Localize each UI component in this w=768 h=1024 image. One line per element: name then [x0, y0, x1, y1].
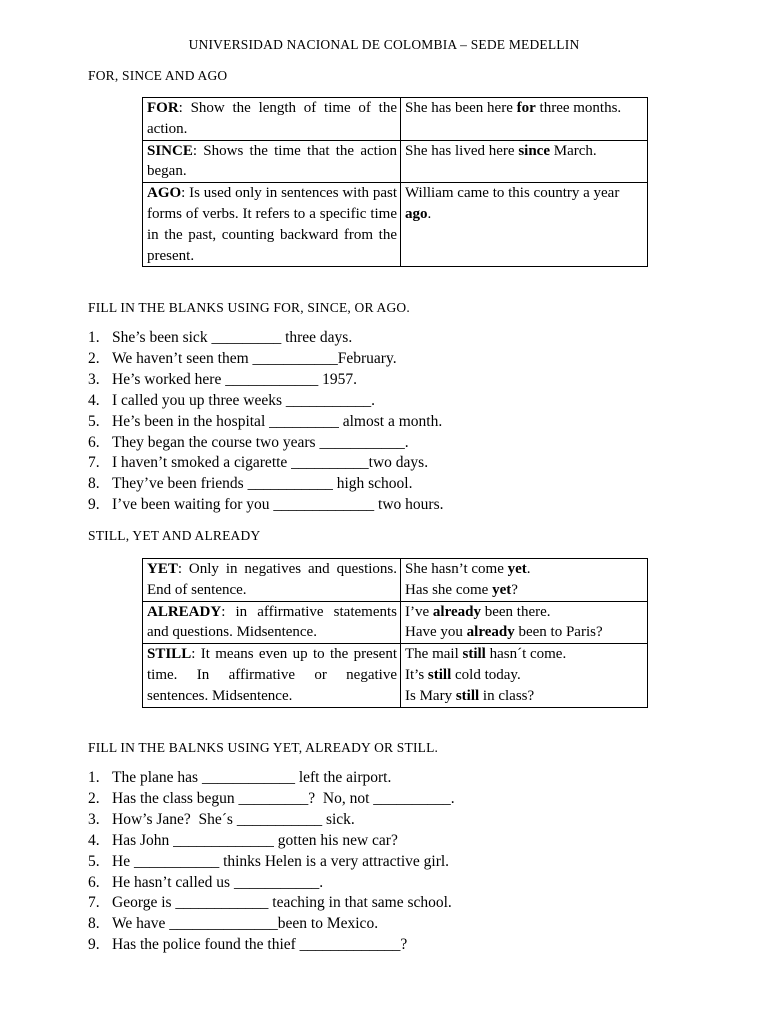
- example-cell: The mail still hasn´t come. It’s still cold today. Is Mary still in class?: [401, 644, 648, 707]
- definition-cell: AGO: Is used only in sentences with past forms of verbs. It refers to a specific time in the past, counting backward from the present.: [143, 183, 401, 267]
- list-item: 6. He hasn’t called us ___________.: [88, 873, 324, 891]
- list-item: 6. They began the course two years ___________.: [88, 433, 409, 451]
- list-item: 3. He’s worked here ____________ 1957.: [88, 370, 357, 388]
- table-row: [143, 98, 648, 141]
- list-item: 2. Has the class begun _________? No, not __________.: [88, 789, 455, 807]
- for-since-ago-table: [142, 97, 648, 267]
- definition-cell: YET: Only in negatives and questions. End of sentence.: [143, 559, 401, 602]
- example-cell: She has lived here since March.: [401, 140, 648, 183]
- list-item: 9. I’ve been waiting for you _____________ two hours.: [88, 496, 444, 514]
- list-item: 8. They’ve been friends ___________ high school.: [88, 475, 413, 493]
- list-item: 1. The plane has ____________ left the airport.: [88, 769, 392, 786]
- example-cell: She has been here for three months.: [401, 98, 648, 141]
- list-item: 4. Has John _____________ gotten his new car?: [88, 831, 398, 849]
- table-row: [143, 183, 648, 267]
- table-row: [143, 559, 648, 602]
- definition-cell: ALREADY: in affirmative statements and questions. Midsentence.: [143, 601, 401, 644]
- definition-cell: SINCE: Shows the time that the action began.: [143, 140, 401, 183]
- table-row: [143, 140, 648, 183]
- table-row: [143, 644, 648, 707]
- list-item: 9. Has the police found the thief _____________?: [88, 936, 408, 954]
- example-cell: William came to this country a year ago.: [401, 183, 648, 267]
- list-item: 4. I called you up three weeks ___________.: [88, 391, 376, 409]
- list-item: 3. How’s Jane? She´s ___________ sick.: [88, 810, 355, 828]
- still-yet-already-table: [142, 558, 648, 708]
- list-item: 8. We have ______________been to Mexico.: [88, 915, 379, 933]
- section-heading-for-since-ago: FOR, SINCE AND AGO: [88, 68, 228, 83]
- list-item: 2. We haven’t seen them ___________February.: [88, 349, 397, 367]
- definition-cell: FOR: Show the length of time of the action.: [143, 98, 401, 141]
- section-heading-exercise-2: FILL IN THE BALNKS USING YET, ALREADY OR STILL.: [88, 740, 439, 755]
- list-item: 5. He’s been in the hospital _________ almost a month.: [88, 412, 443, 430]
- exercise-1-list: [88, 328, 443, 516]
- section-heading-still-yet-already: STILL, YET AND ALREADY: [88, 528, 261, 543]
- list-item: 7. I haven’t smoked a cigarette __________two days.: [88, 454, 429, 472]
- exercise-2-list: [88, 768, 455, 956]
- definition-cell: STILL: It means even up to the present time. In affirmative or negative sentences. Midsentence.: [143, 644, 401, 707]
- list-item: 1. She’s been sick _________ three days.: [88, 329, 353, 346]
- example-cell: She hasn’t come yet. Has she come yet?: [401, 559, 648, 602]
- table-row: [143, 601, 648, 644]
- example-cell: I’ve already been there. Have you already been to Paris?: [401, 601, 648, 644]
- list-item: 5. He ___________ thinks Helen is a very attractive girl.: [88, 852, 450, 870]
- page-title: UNIVERSIDAD NACIONAL DE COLOMBIA – SEDE MEDELLIN: [188, 37, 580, 52]
- list-item: 7. George is ____________ teaching in that same school.: [88, 894, 452, 912]
- section-heading-exercise-1: FILL IN THE BLANKS USING FOR, SINCE, OR AGO.: [88, 300, 410, 315]
